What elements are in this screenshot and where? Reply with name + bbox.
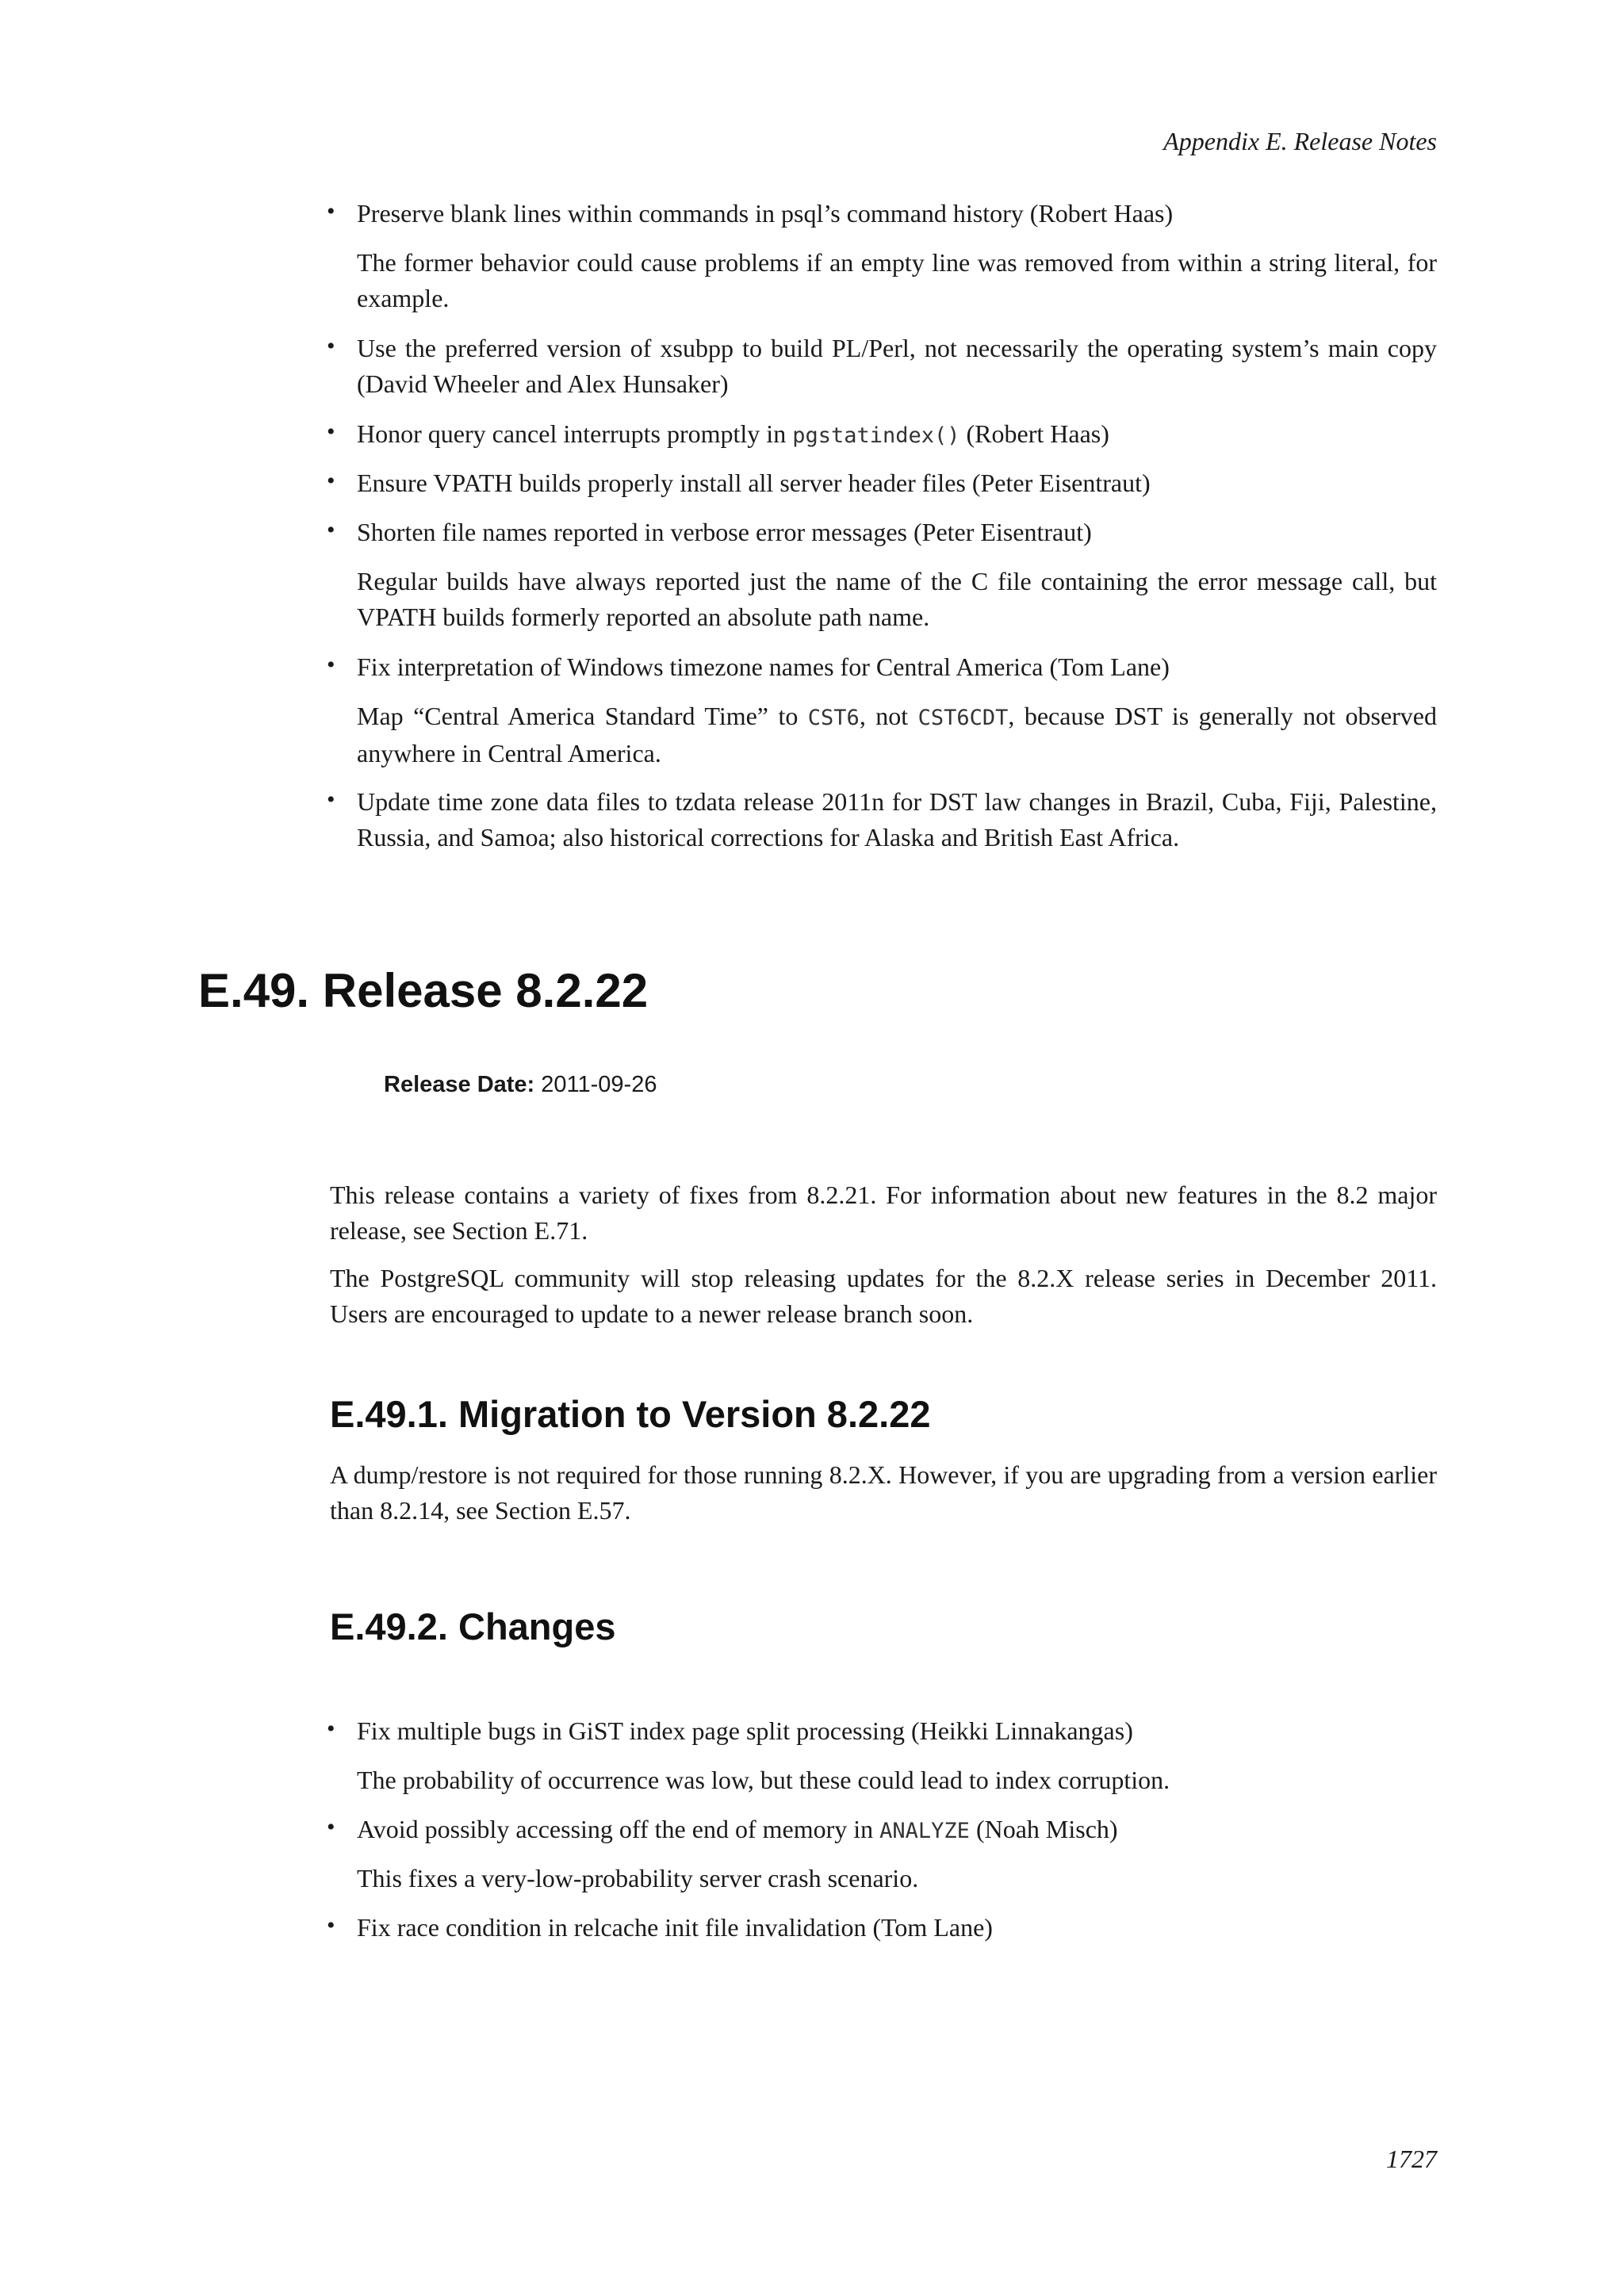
changes-heading: E.49.2. Changes — [330, 1605, 616, 1647]
bullet-marker: • — [327, 652, 335, 678]
list-item-note: The former behavior could cause problems if an empty line was removed from within a string literal, for example. — [357, 248, 1437, 312]
page-number: 1727 — [1386, 2145, 1437, 2173]
inline-code: CST6 — [807, 706, 860, 730]
bullet-marker: • — [327, 198, 335, 224]
inline-code: ANALYZE — [879, 1819, 970, 1843]
list-item: Fix interpretation of Windows timezone names for Central America (Tom Lane) — [357, 652, 1170, 681]
list-item: Fix multiple bugs in GiST index page split processing (Heikki Linnakangas) — [357, 1716, 1133, 1745]
list-item: Fix race condition in relcache init file invalidation (Tom Lane) — [357, 1913, 993, 1942]
list-item: Ensure VPATH builds properly install all server header files (Peter Eisentraut) — [357, 469, 1151, 497]
running-header: Appendix E. Release Notes — [1163, 127, 1437, 155]
bullet-marker: • — [327, 517, 335, 543]
bullet-marker: • — [327, 1912, 335, 1938]
inline-code: CST6CDT — [917, 706, 1009, 730]
section-title: E.49. Release 8.2.22 — [198, 964, 649, 1017]
list-item-note: The probability of occurrence was low, but these could lead to index corruption. — [357, 1766, 1170, 1794]
list-item-note: This fixes a very-low-probability server crash scenario. — [357, 1864, 919, 1892]
release-date-label: Release Date: — [384, 1072, 535, 1097]
intro-paragraph: The PostgreSQL community will stop releasing updates for the 8.2.X release series in December 2011. Users are encouraged to update to a newer release branch soon. — [330, 1264, 1437, 1328]
list-item: Update time zone data files to tzdata release 2011n for DST law changes in Brazil, Cuba, Fiji, Palestine, Russia, and Samoa; also historical corrections for Alaska and British East Africa. — [357, 787, 1437, 851]
list-item: Shorten file names reported in verbose error messages (Peter Eisentraut) — [357, 518, 1092, 546]
bullet-marker: • — [327, 786, 335, 813]
migration-heading: E.49.1. Migration to Version 8.2.22 — [330, 1393, 931, 1435]
bullet-marker: • — [327, 468, 335, 494]
list-item: Use the preferred version of xsubpp to build PL/Perl, not necessarily the operating system’s main copy (David Wheeler and Alex Hunsaker) — [357, 334, 1437, 398]
list-item: Honor query cancel interrupts promptly in pgstatindex() (Robert Haas) — [357, 419, 1109, 448]
list-item: Avoid possibly accessing off the end of memory in ANALYZE (Noah Misch) — [357, 1815, 1118, 1843]
list-item-note: Map “Central America Standard Time” to CST6, not CST6CDT, because DST is generally not observed anywhere in Central America. — [357, 702, 1437, 767]
release-date-value: 2011-09-26 — [534, 1072, 657, 1097]
intro-paragraph: This release contains a variety of fixes from 8.2.21. For information about new features in the 8.2 major release, see Section E.71. — [330, 1181, 1437, 1245]
bullet-marker: • — [327, 1814, 335, 1840]
list-item-note: Regular builds have always reported just the name of the C file containing the error message call, but VPATH builds formerly reported an absolute path name. — [357, 567, 1437, 631]
bullet-marker: • — [327, 333, 335, 359]
inline-code: pgstatindex() — [792, 423, 960, 448]
bullet-marker: • — [327, 419, 335, 445]
release-date — [384, 1072, 657, 1098]
list-item: Preserve blank lines within commands in psql’s command history (Robert Haas) — [357, 199, 1174, 228]
migration-text: A dump/restore is not required for those running 8.2.X. However, if you are upgrading from a version earlier than 8.2.14, see Section E.57. — [330, 1460, 1437, 1525]
bullet-marker: • — [327, 1716, 335, 1742]
